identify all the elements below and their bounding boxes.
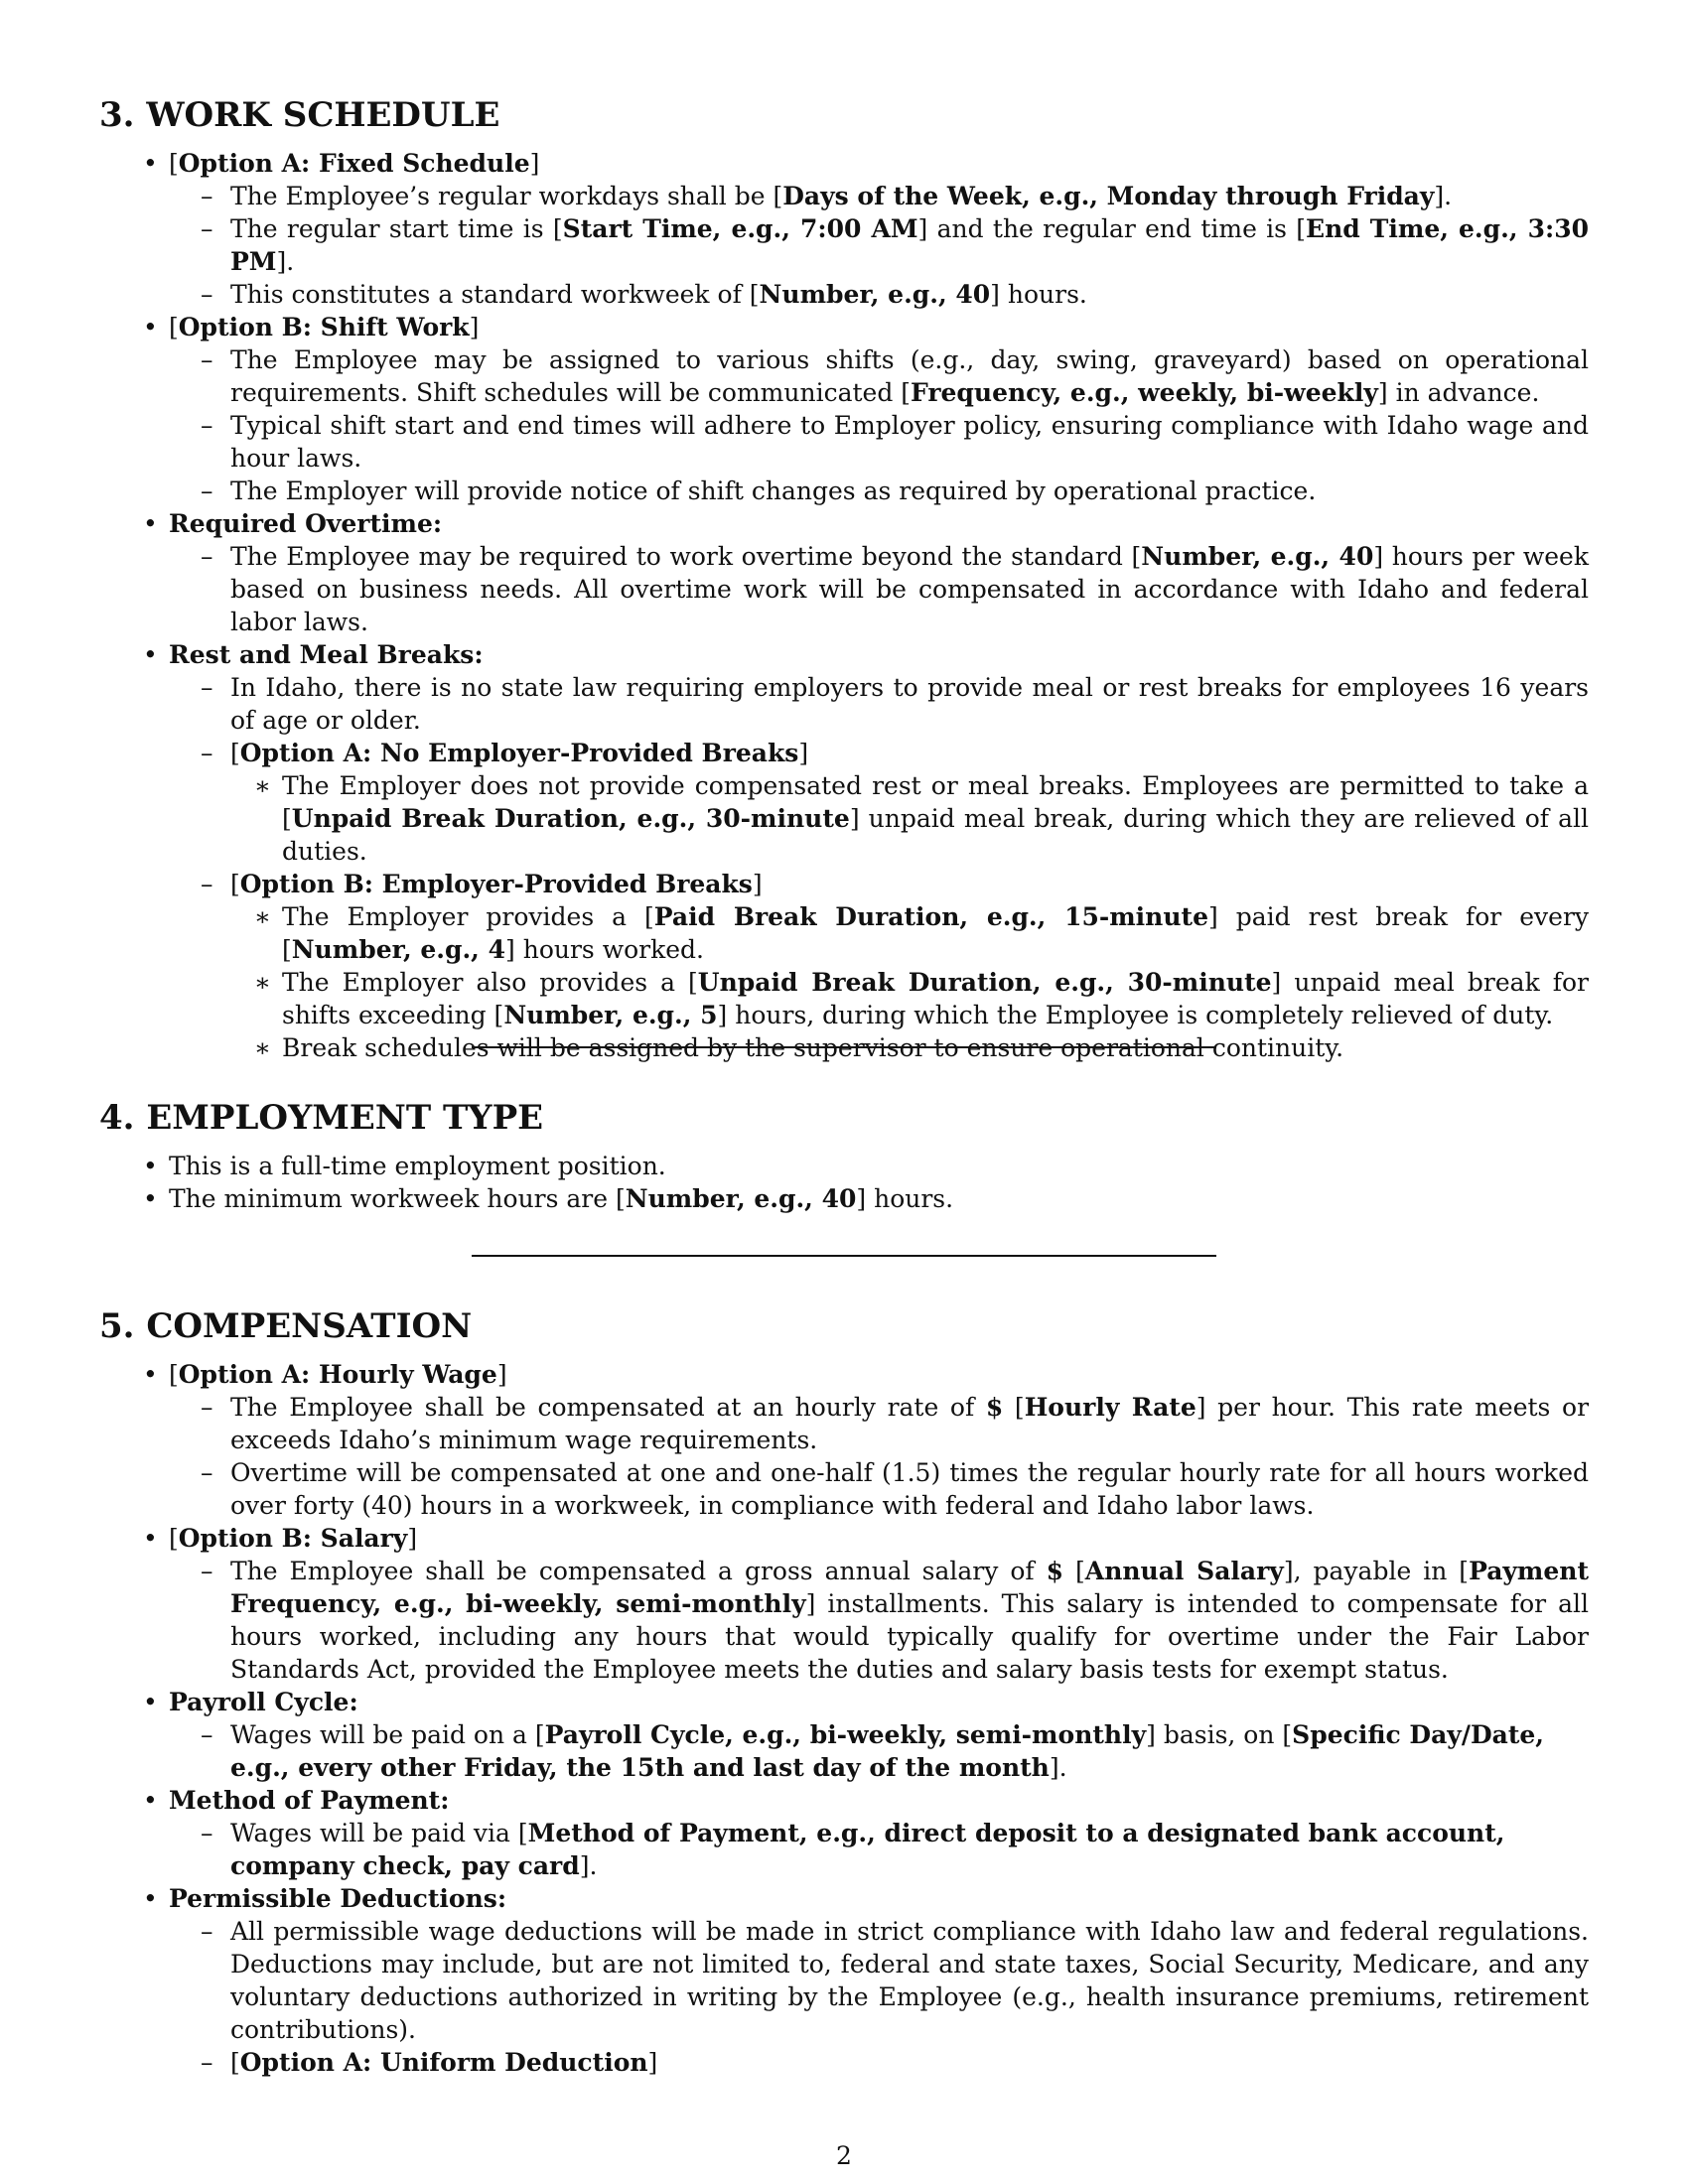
asterisk-icon: ∗ bbox=[254, 968, 271, 997]
dash-icon: – bbox=[201, 673, 213, 702]
list-item: – Wages will be paid via [Method of Payment, e.g., direct deposit to a designated bank account, company check, pay card]. bbox=[201, 1819, 1505, 1880]
section-divider bbox=[472, 1046, 1216, 1048]
list-item: – All permissible wage deductions will be made in strict compliance with Idaho law and federal regulations. Deductions may include, but are not limited to, federal and state taxes, Social Security, Medicare, and any voluntary deductions authorized in writing by the Employee (e.g., health insurance premiums, retirement contributions). bbox=[201, 1917, 1589, 2044]
list-item: – The Employee’s regular workdays shall be [Days of the Week, e.g., Monday through Friday]. bbox=[201, 182, 1453, 210]
list-item bbox=[143, 1882, 1589, 2079]
option-label: Option B: Employer-Provided Breaks bbox=[239, 870, 753, 898]
bullet-icon: • bbox=[143, 1152, 158, 1180]
asterisk-icon: ∗ bbox=[254, 902, 271, 931]
bullet-icon: • bbox=[143, 640, 158, 669]
dash-icon: – bbox=[201, 280, 213, 309]
list-item: ∗ The Employer also provides a [Unpaid Break Duration, e.g., 30-minute] unpaid meal break for shifts exceeding [Number, e.g., 5] hours, during which the Employee is completely relieved of duty. bbox=[254, 968, 1589, 1029]
option-label: Option B: Salary bbox=[178, 1524, 408, 1553]
list-item: – The Employee may be required to work overtime beyond the standard [Number, e.g., 40] hours per week based on business needs. All overtime work will be compensated in accordance with Idaho and federal labor laws. bbox=[201, 542, 1589, 636]
dash-icon: – bbox=[201, 739, 213, 767]
section-divider bbox=[472, 1255, 1216, 1257]
option-label: Option A: Hourly Wage bbox=[178, 1360, 497, 1389]
dash-icon: – bbox=[201, 870, 213, 898]
asterisk-icon: ∗ bbox=[254, 771, 271, 800]
item-label: Required Overtime: bbox=[169, 509, 443, 538]
list-item: ∗ The Employer does not provide compensated rest or meal breaks. Employees are permitted to take a [Unpaid Break Duration, e.g., 30-minute] unpaid meal break, during which they are relieved of all duties. bbox=[254, 771, 1589, 866]
page-number: 2 bbox=[836, 2141, 852, 2170]
option-label: Option A: No Employer-Provided Breaks bbox=[239, 739, 799, 767]
list-item: – The Employee shall be compensated at an hourly rate of $ [Hourly Rate] per hour. This rate meets or exceeds Idaho’s minimum wage requirements. bbox=[201, 1393, 1590, 1454]
bullet-icon: • bbox=[143, 509, 158, 538]
dash-icon: – bbox=[201, 1917, 213, 1946]
list-item: – The regular start time is [Start Time, e.g., 7:00 AM] and the regular end time is [End Time, e.g., 3:30 PM]. bbox=[201, 214, 1589, 276]
item-label: Method of Payment: bbox=[169, 1786, 450, 1815]
list-item: – The Employer will provide notice of shift changes as required by operational practice. bbox=[201, 477, 1317, 505]
list-item: – Overtime will be compensated at one and one-half (1.5) times the regular hourly rate for all hours worked over forty (40) hours in a workweek, in compliance with federal and Idaho labor laws. bbox=[201, 1458, 1589, 1520]
list-item: ∗ The Employer provides a [Paid Break Duration, e.g., 15-minute] paid rest break for every [Number, e.g., 4] hours worked. bbox=[254, 902, 1590, 964]
list-item: • [Option B: Salary] – The Employee shall be compensated a gross annual salary of $ [Annual Salary], payable in [Payment Frequency, e.g., bi-weekly, semi-monthly] installments. This salary is intended to compensate for all hours worked, including any hours that would typically qualify for overtime under the Fair Labor Standards Act, provided the Employee meets the duties and salary basis tests for exempt status. bbox=[143, 1524, 1589, 1684]
list-item: • [Option A: Hourly Wage] – The Employee shall be compensated at an hourly rate of $ [Hourly Rate] per hour. This rate meets or exceeds Idaho’s minimum wage requirements. – Overtime will be compensated at one and one-half (1.5) times the regular hourly rate for all hours worked over forty (40) hours in a workweek, in compliance with federal and Idaho labor laws. bbox=[143, 1360, 1590, 1520]
list-item bbox=[143, 1686, 1589, 1784]
list-item: – Typical shift start and end times will adhere to Employer policy, ensuring compliance with Idaho wage and hour laws. bbox=[201, 411, 1589, 473]
list-item: • [Option A: Fixed Schedule] – The Employee’s regular workdays shall be [Days of the Week, e.g., Monday through Friday]. – The regular start time is [Start Time, e.g., 7:00 AM] and the regular end time is [End Time, e.g., 3:30 PM]. – This constitutes a standard workweek of [Number, e.g., 40] hours. bbox=[143, 149, 1589, 309]
dash-icon: – bbox=[201, 1557, 213, 1585]
option-label: Option A: Fixed Schedule bbox=[178, 149, 530, 178]
list-item: – The Employee shall be compensated a gross annual salary of $ [Annual Salary], payable in [Payment Frequency, e.g., bi-weekly, semi-monthly] installments. This salary is intended to compensate for all hours worked, including any hours that would typically qualify for overtime under the Fair Labor Standards Act, provided the Employee meets the duties and salary basis tests for exempt status. bbox=[201, 1557, 1589, 1684]
dash-icon: – bbox=[201, 1720, 213, 1749]
section-compensation bbox=[99, 1304, 1589, 2079]
list-item bbox=[143, 638, 1590, 1064]
section-employment-type bbox=[99, 1096, 1589, 1215]
list-item: – This constitutes a standard workweek of [Number, e.g., 40] hours. bbox=[201, 280, 1087, 309]
dash-icon: – bbox=[201, 542, 213, 571]
bullet-icon: • bbox=[143, 313, 158, 341]
list-item bbox=[143, 507, 1589, 638]
dash-icon: – bbox=[201, 1819, 213, 1847]
asterisk-icon: ∗ bbox=[254, 1033, 271, 1062]
dash-icon: – bbox=[201, 477, 213, 505]
dash-icon: – bbox=[201, 411, 213, 440]
list-item: – In Idaho, there is no state law requiring employers to provide meal or rest breaks for employees 16 years of age or older. bbox=[201, 673, 1589, 735]
list-item: – [Option A: Uniform Deduction] bbox=[201, 2048, 658, 2077]
list-item: • [Option B: Shift Work] – The Employee may be assigned to various shifts (e.g., day, swing, graveyard) based on operational requirements. Shift schedules will be communicated [Frequency, e.g., weekly, bi-weekly] in advance. – Typical shift start and end times will adhere to Employer policy, ensuring compliance with Idaho wage and hour laws. – The Employer will provide notice of shift changes as required by operational practice. bbox=[143, 313, 1589, 505]
section-heading: 3. WORK SCHEDULE bbox=[99, 95, 500, 135]
option-label: Option A: Uniform Deduction bbox=[239, 2048, 648, 2077]
bullet-icon: • bbox=[143, 1786, 158, 1815]
list-item: – Wages will be paid on a [Payroll Cycle, e.g., bi-weekly, semi-monthly] basis, on [Specific Day/Date, e.g., every other Friday, the 15th and last day of the month]. bbox=[201, 1720, 1545, 1782]
list-item: • The minimum workweek hours are [Number, e.g., 40] hours. bbox=[143, 1184, 954, 1213]
bullet-icon: • bbox=[143, 1184, 158, 1213]
bullet-icon: • bbox=[143, 1688, 158, 1716]
list-item: • This is a full-time employment position. bbox=[143, 1152, 666, 1180]
section-work-schedule bbox=[99, 93, 1589, 1064]
bullet-icon: • bbox=[143, 1524, 158, 1553]
bullet-icon: • bbox=[143, 1884, 158, 1913]
list-item: ∗ Break schedules will be assigned by the supervisor to ensure operational continuity. bbox=[254, 1033, 1344, 1062]
list-item: – [Option B: Employer-Provided Breaks] ∗ The Employer provides a [Paid Break Duration, e.g., 15-minute] paid rest break for every [Number, e.g., 4] hours worked. ∗ The Employer also provides a [Unpaid Break Duration, e.g., 30-minute] unpaid meal break for shifts exceeding [Number, e.g., 5] hours, during which the Employee is completely relieved of duty. ∗ Break schedules will be assigned by the supervisor to ensure operational continuity. bbox=[201, 870, 1590, 1062]
item-label: Payroll Cycle: bbox=[169, 1688, 358, 1716]
dash-icon: – bbox=[201, 1393, 213, 1422]
section-heading: 4. EMPLOYMENT TYPE bbox=[99, 1098, 544, 1138]
list-item: – [Option A: No Employer-Provided Breaks] ∗ The Employer does not provide compensated rest or meal breaks. Employees are permitted to take a [Unpaid Break Duration, e.g., 30-minute] unpaid meal break, during which they are relieved of all duties. bbox=[201, 739, 1589, 866]
dash-icon: – bbox=[201, 2048, 213, 2077]
dash-icon: – bbox=[201, 345, 213, 374]
item-label: Rest and Meal Breaks: bbox=[169, 640, 484, 669]
list-item bbox=[143, 1784, 1589, 1882]
work-schedule-list bbox=[99, 147, 1589, 1064]
bullet-icon: • bbox=[143, 149, 158, 178]
item-label: Permissible Deductions: bbox=[169, 1884, 507, 1913]
option-label: Option B: Shift Work bbox=[178, 313, 470, 341]
dash-icon: – bbox=[201, 214, 213, 243]
list-item: – The Employee may be assigned to various shifts (e.g., day, swing, graveyard) based on operational requirements. Shift schedules will be communicated [Frequency, e.g., weekly, bi-weekly] in advance. bbox=[201, 345, 1589, 407]
dash-icon: – bbox=[201, 182, 213, 210]
bullet-icon: • bbox=[143, 1360, 158, 1389]
dash-icon: – bbox=[201, 1458, 213, 1487]
section-heading: 5. COMPENSATION bbox=[99, 1306, 473, 1346]
